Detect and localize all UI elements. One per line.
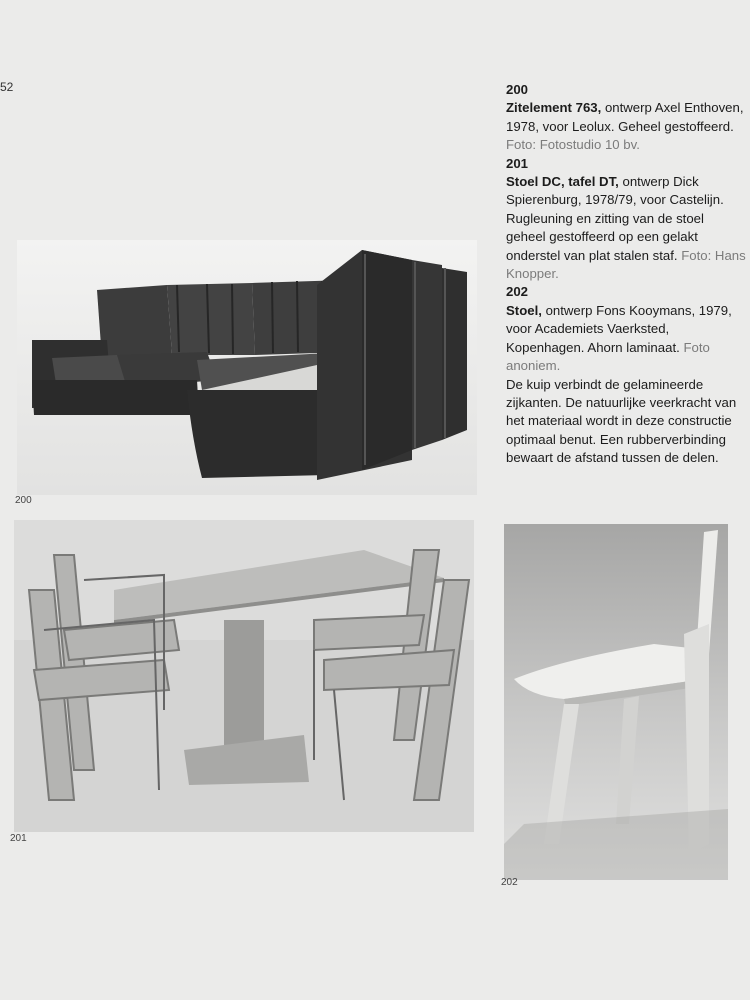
photo-laminated-chair xyxy=(504,524,728,880)
entry-title: Stoel DC, tafel DT, xyxy=(506,174,619,190)
entry-title: Stoel, xyxy=(506,302,542,318)
entry-202 xyxy=(506,283,746,375)
photo-table-chairs xyxy=(14,520,474,832)
caption-202: 202 xyxy=(501,877,518,888)
caption-200: 200 xyxy=(15,495,32,506)
page-number: 52 xyxy=(0,80,14,94)
photo-credit: Foto: Fotostudio 10 bv. xyxy=(506,137,640,153)
entry-number: 202 xyxy=(506,284,529,300)
closing-paragraph: De kuip verbindt de gelamineerde zijkanten. De natuurlijke veerkracht van het materiaal wordt in deze constructie optimaal benut. Een rubberverbinding bewaart de afstand tussen de delen. xyxy=(506,376,737,466)
entry-number: 200 xyxy=(506,82,529,97)
entry-number: 201 xyxy=(506,155,529,171)
entry-text: ontwerp Fons Kooymans, 1979, voor Academiets Vaerksted, Kopenhagen. Ahorn laminaat. xyxy=(506,302,732,355)
entry-201 xyxy=(506,155,746,284)
photo-credit: Foto: Hans Knopper. xyxy=(506,247,746,282)
entry-text: ontwerp Axel Enthoven, 1978, voor Leolux. Geheel gestoffeerd. xyxy=(506,100,744,134)
caption-201: 201 xyxy=(10,833,27,844)
caption-text-column xyxy=(506,81,746,468)
entry-200 xyxy=(506,81,746,155)
photo-credit: Foto anoniem. xyxy=(506,339,710,374)
entry-text: ontwerp Dick Spierenburg, 1978/79, voor Castelijn. Rugleuning en zitting van de stoel geheel gestoffeerd op een gelakt onderstel van plat stalen staf. xyxy=(506,174,724,263)
entry-title: Zitelement 763, xyxy=(506,100,602,116)
photo-sofa xyxy=(17,240,477,495)
